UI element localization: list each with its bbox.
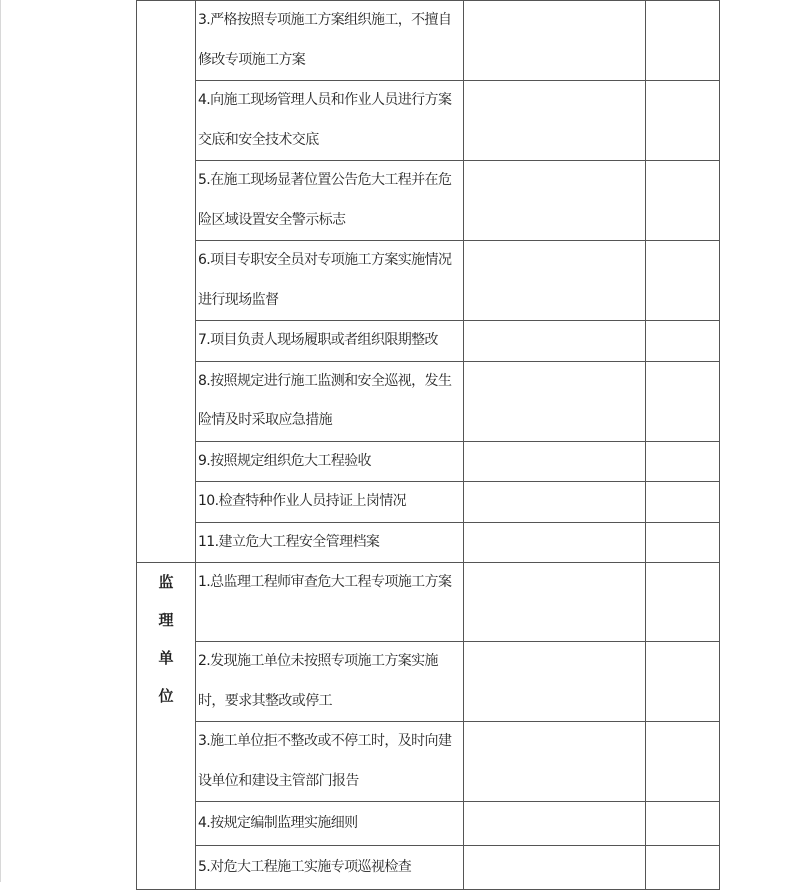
inspection-table-sheet [136,0,720,882]
item-cell [196,241,464,321]
table-row [137,642,720,722]
table-row [137,846,720,890]
result-cell[interactable] [464,1,646,81]
result-cell[interactable] [464,441,646,482]
result-cell[interactable] [464,846,646,890]
note-cell[interactable] [646,482,720,523]
result-cell[interactable] [464,802,646,846]
item-cell [196,802,464,846]
result-cell[interactable] [464,563,646,642]
item-text: 5.在施工现场显著位置公告危大工程并在危险区域设置安全警示标志 [198,172,452,228]
item-cell [196,722,464,802]
result-cell[interactable] [464,81,646,161]
table-row [137,482,720,523]
group-label: 监理单位 [158,573,174,705]
table-row [137,161,720,241]
item-text: 9.按照规定组织危大工程验收 [198,452,371,469]
item-text: 3.严格按照专项施工方案组织施工，不擅自修改专项施工方案 [198,12,452,68]
table-row [137,802,720,846]
result-cell[interactable] [464,241,646,321]
note-cell[interactable] [646,441,720,482]
item-cell [196,81,464,161]
table-row [137,722,720,802]
item-cell [196,522,464,563]
item-cell [196,846,464,890]
result-cell[interactable] [464,642,646,722]
table-row [137,563,720,642]
item-text: 10.检查特种作业人员持证上岗情况 [198,493,407,509]
item-text: 7.项目负责人现场履职或者组织限期整改 [198,332,438,348]
item-text: 11.建立危大工程安全管理档案 [198,533,380,550]
table-row [137,321,720,362]
item-text: 6.项目专职安全员对专项施工方案实施情况进行现场监督 [198,252,452,308]
result-cell[interactable] [464,161,646,241]
note-cell[interactable] [646,321,720,362]
table-row [137,361,720,441]
result-cell[interactable] [464,722,646,802]
item-text: 1.总监理工程师审查危大工程专项施工方案 [198,574,452,590]
table-row [137,241,720,321]
note-cell[interactable] [646,161,720,241]
note-cell[interactable] [646,522,720,563]
note-cell[interactable] [646,361,720,441]
result-cell[interactable] [464,482,646,523]
item-text: 4.向施工现场管理人员和作业人员进行方案交底和安全技术交底 [198,92,452,148]
page-edge [0,0,1,882]
inspection-table [136,0,720,890]
construction-unit-group-cell [137,1,196,563]
table-row [137,441,720,482]
item-cell [196,642,464,722]
item-cell [196,361,464,441]
item-cell [196,441,464,482]
table-row [137,522,720,563]
note-cell[interactable] [646,846,720,890]
result-cell[interactable] [464,321,646,362]
note-cell[interactable] [646,802,720,846]
note-cell[interactable] [646,642,720,722]
note-cell[interactable] [646,563,720,642]
item-cell [196,563,464,642]
item-cell [196,161,464,241]
table-row [137,1,720,81]
item-text: 2.发现施工单位未按照专项施工方案实施时，要求其整改或停工 [198,653,438,709]
item-text: 3.施工单位拒不整改或不停工时，及时向建设单位和建设主管部门报告 [198,733,452,789]
supervision-unit-group-cell [137,563,196,890]
note-cell[interactable] [646,722,720,802]
note-cell[interactable] [646,81,720,161]
item-text: 5.对危大工程施工实施专项巡视检查 [198,859,412,875]
result-cell[interactable] [464,522,646,563]
note-cell[interactable] [646,241,720,321]
item-cell [196,321,464,362]
item-cell [196,1,464,81]
table-row [137,81,720,161]
item-cell [196,482,464,523]
item-text: 8.按照规定进行施工监测和安全巡视，发生险情及时采取应急措施 [198,372,452,428]
result-cell[interactable] [464,361,646,441]
item-text: 4.按规定编制监理实施细则 [198,815,358,831]
note-cell[interactable] [646,1,720,81]
